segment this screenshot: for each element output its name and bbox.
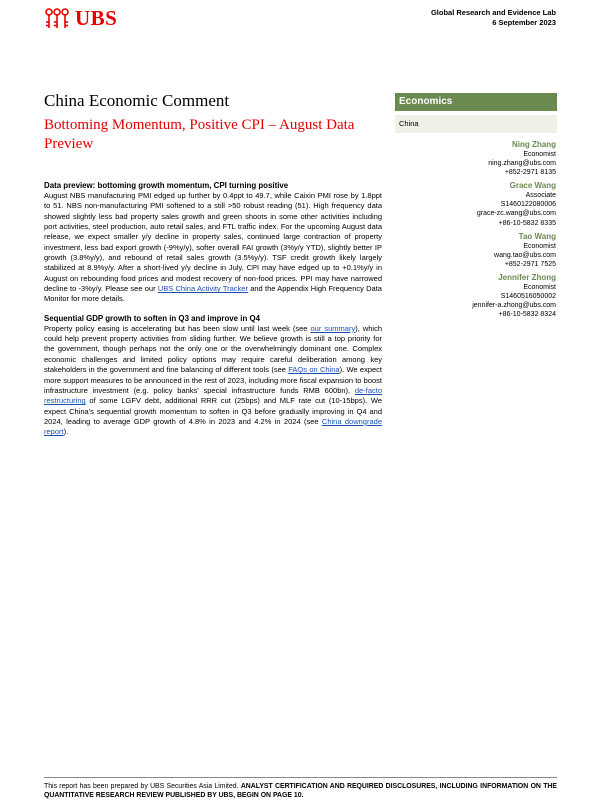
report-subtitle: Bottoming Momentum, Positive CPI – August Data Preview xyxy=(44,117,355,152)
analyst-card xyxy=(386,273,556,319)
brand-name: UBS xyxy=(75,6,118,30)
analyst-email[interactable]: grace-zc.wang@ubs.com xyxy=(476,210,556,218)
analyst-id: S1460122080006 xyxy=(500,201,556,209)
analyst-email[interactable]: ning.zhang@ubs.com xyxy=(488,160,556,168)
analyst-role: Economist xyxy=(523,283,556,291)
analyst-name: Tao Wang xyxy=(518,231,556,241)
analyst-phone: +852-2971 8135 xyxy=(504,169,556,177)
text-run: ). xyxy=(63,427,69,437)
analyst-card xyxy=(386,232,556,269)
research-lab: Global Research and Evidence Lab xyxy=(430,8,556,17)
text-run: of some LGFV debt, additional RRR cut (25bps) and MLF rate cut (10-15bps). We expect China's sequential growth momentum to soften in Q3 before gradually improving in Q4 and 2024, leading to average GDP growth of 4.8% in 2023 and 4.2% in 2024 (see xyxy=(44,396,382,426)
analyst-card xyxy=(386,181,556,227)
analyst-email[interactable]: wang.tao@ubs.com xyxy=(494,251,556,259)
analyst-phone: +852-2971 7525 xyxy=(504,260,556,268)
text-run: ). We expect more support measures to be announced in the rest of 2023, including more fiscal expansion to boost infrastructure investment (e.g. policy banks' special infrastructure funds RMB 600bn), xyxy=(44,365,383,395)
disclaimer xyxy=(44,783,557,801)
activity-tracker-link[interactable]: UBS China Activity Tracker xyxy=(157,284,248,294)
section-heading: Data preview: bottoming growth momentum, CPI turning positive xyxy=(44,181,289,190)
restructuring-link[interactable]: de-facto restructuring xyxy=(44,385,382,406)
analyst-role: Associate xyxy=(525,192,556,200)
ubs-logo xyxy=(44,6,117,31)
our-summary-link[interactable]: our summary xyxy=(310,323,356,333)
analyst-name: Jennifer Zhong xyxy=(498,272,556,282)
section-label: Economics xyxy=(395,93,557,111)
analyst-role: Economist xyxy=(523,242,556,250)
section-heading: Sequential GDP growth to soften in Q3 and improve in Q4 xyxy=(44,313,260,323)
body-paragraph xyxy=(44,324,382,438)
analyst-card xyxy=(386,140,556,177)
analyst-id: S1460516050002 xyxy=(500,293,556,301)
analyst-list xyxy=(386,140,556,323)
analyst-name: Ning Zhang xyxy=(512,140,556,149)
faqs-link[interactable]: FAQs on China xyxy=(288,365,340,375)
main-content xyxy=(44,180,382,438)
body-paragraph xyxy=(44,191,382,305)
analyst-email[interactable]: jennifer-a.zhong@ubs.com xyxy=(472,302,556,310)
analyst-name: Grace Wang xyxy=(509,181,556,191)
region-label: China xyxy=(395,115,557,133)
keys-icon xyxy=(44,8,70,30)
text-run: ), which could help prevent property activities from sliding further. We believe growth is still a top priority for the government, though perhaps not the only one or the overwhelmingly dominant one. Complex economic challenges and limited policy options may require careful deliberation among key stakeholders in the government and fine balancing of different tools (see xyxy=(44,323,382,375)
report-title: China Economic Comment xyxy=(44,91,230,110)
disclaimer-text: This report has been prepared by UBS Securities Asia Limited. xyxy=(44,783,241,790)
text-run: Property policy easing is accelerating but has been slow until last week (see xyxy=(44,323,311,333)
text-run: and the Appendix High Frequency Data Monitor for more details. xyxy=(44,284,382,304)
analyst-role: Economist xyxy=(523,151,556,158)
analyst-phone: +86-10-5832 8324 xyxy=(498,311,556,319)
text-run: August NBS manufacturing PMI edged up further by 0.4ppt to 49.7, while Caixin PMI rose by 1.8ppt to 51. NBS non-manufacturing PMI softened to a still >50 robust reading (51). High frequency data showed slightly less bad property sales growth and green shoots in some other activities including port activities, steel production, auto retail sales, and FTL traffic index. For the upcoming August data release, we expect smaller y/y decline in property sales, continued large contraction of property investment, less bad export growth (-9%y/y), softer overall FAI growth (3%y/y YTD), slightly better IP growth (3.8%y/y), and rebound of retail sales growth (3.5%y/y). TSF credit growth likely largely stabilized at 8.9%y/y. After a short-lived y/y decline in July, CPI may have edged up to +0.1%y/y in August on rebounding food prices and modest recovery of non-food prices. PPI may have narrowed decline to -3%y/y. Please see our xyxy=(44,191,382,294)
report-header xyxy=(431,8,556,28)
report-date: 6 September 2023 xyxy=(492,18,556,27)
footer-divider xyxy=(44,777,557,778)
analyst-phone: +86-10-5832 8335 xyxy=(498,219,556,227)
downgrade-report-link[interactable]: China downgrade report xyxy=(44,416,382,437)
disclaimer-bold: ANALYST CERTIFICATION AND REQUIRED DISCLOSURES, INCLUDING INFORMATION ON THE QUANTITATIVE RESEARCH REVIEW PUBLISHED BY UBS, BEGIN ON PAGE 10. xyxy=(44,783,557,799)
